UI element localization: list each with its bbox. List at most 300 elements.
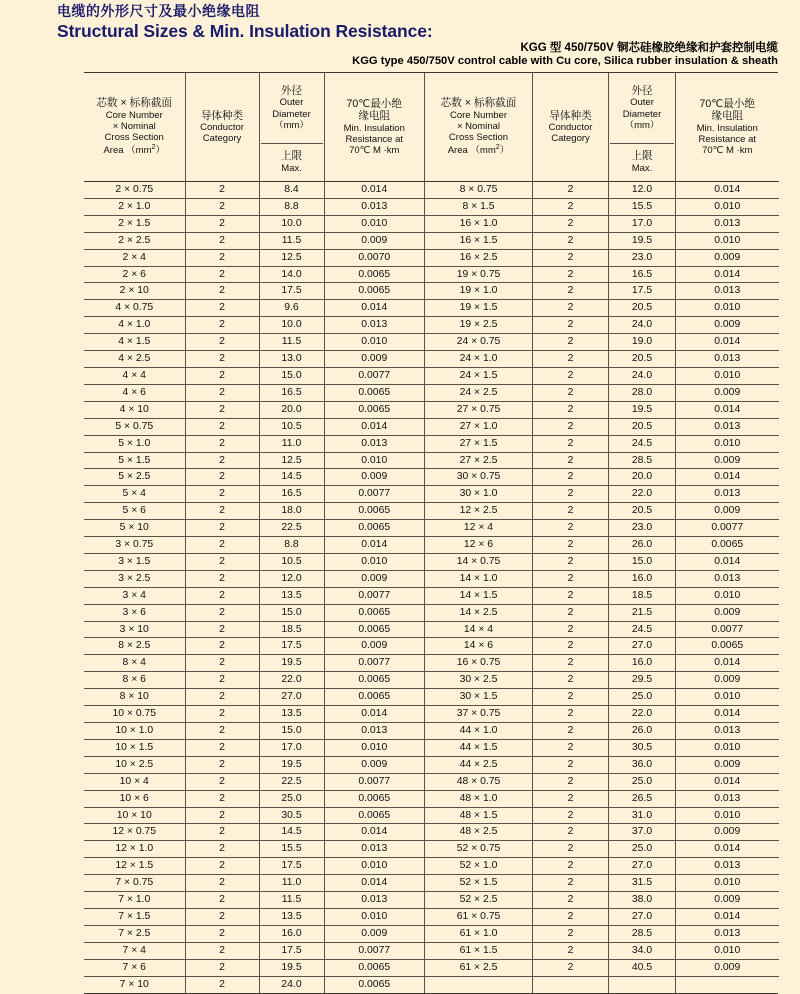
cell-conductor-category: 2 — [185, 317, 259, 334]
table-row — [425, 537, 779, 554]
header-resistance-en-3: 70℃ M ·km — [349, 145, 400, 157]
header-outer-diameter — [259, 73, 324, 182]
cell-insulation-resistance: 0.009 — [676, 452, 779, 469]
cell-conductor-category: 2 — [185, 367, 259, 384]
cell-insulation-resistance: 0.014 — [676, 401, 779, 418]
cell-conductor-category: 2 — [533, 587, 609, 604]
cell-outer-diameter: 12.0 — [609, 182, 676, 199]
cell-core-number: 4 × 1.0 — [84, 317, 185, 334]
header-diameter-en-1: Outer — [630, 97, 654, 109]
cell-outer-diameter: 14.5 — [259, 824, 324, 841]
table-row — [425, 215, 779, 232]
cell-conductor-category: 2 — [185, 773, 259, 790]
cell-conductor-category: 2 — [533, 418, 609, 435]
cell-outer-diameter: 24.5 — [609, 621, 676, 638]
table-row — [84, 892, 424, 909]
cell-insulation-resistance: 0.014 — [324, 537, 424, 554]
table-row — [425, 621, 779, 638]
cell-outer-diameter: 24.0 — [609, 367, 676, 384]
cell-conductor-category: 2 — [185, 503, 259, 520]
cell-conductor-category: 2 — [185, 198, 259, 215]
cell-outer-diameter: 24.0 — [609, 317, 676, 334]
cell-insulation-resistance: 0.0065 — [324, 266, 424, 283]
table-row — [425, 604, 779, 621]
header-core-en-2: × Nominal — [456, 120, 501, 132]
cell-conductor-category: 2 — [533, 807, 609, 824]
cell-conductor-category: 2 — [185, 401, 259, 418]
header-core-area-tail: ） — [499, 145, 510, 157]
header-core-number — [425, 73, 533, 182]
cell-conductor-category: 2 — [533, 790, 609, 807]
cell-conductor-category: 2 — [185, 976, 259, 992]
table-row — [425, 418, 779, 435]
cell-core-number: 3 × 2.5 — [84, 570, 185, 587]
cell-insulation-resistance: 0.009 — [324, 638, 424, 655]
table-row — [84, 689, 424, 706]
cell-insulation-resistance: 0.009 — [676, 672, 779, 689]
cell-insulation-resistance: 0.010 — [676, 300, 779, 317]
header-core-en-3: Cross Section — [104, 132, 164, 144]
cell-conductor-category: 2 — [533, 486, 609, 503]
cell-insulation-resistance: 0.014 — [676, 655, 779, 672]
cell-core-number: 14 × 1.5 — [425, 587, 533, 604]
cell-conductor-category: 2 — [185, 520, 259, 537]
cell-conductor-category: 2 — [533, 469, 609, 486]
cell-conductor-category: 2 — [185, 215, 259, 232]
cell-conductor-category: 2 — [185, 621, 259, 638]
cell-insulation-resistance: 0.014 — [676, 553, 779, 570]
cell-outer-diameter: 28.5 — [609, 452, 676, 469]
header-conductor-category — [533, 73, 609, 182]
cell-outer-diameter: 8.4 — [259, 182, 324, 199]
table-row — [84, 317, 424, 334]
table-row — [425, 198, 779, 215]
table-row — [84, 638, 424, 655]
header-diameter-cn: 外径 — [631, 84, 653, 97]
cell-core-number: 3 × 4 — [84, 587, 185, 604]
table-row — [425, 232, 779, 249]
cell-outer-diameter: 14.5 — [259, 469, 324, 486]
cell-conductor-category: 2 — [185, 858, 259, 875]
cell-conductor-category: 2 — [533, 317, 609, 334]
cell-insulation-resistance: 0.010 — [676, 807, 779, 824]
cell-outer-diameter: 16.5 — [259, 384, 324, 401]
cell-conductor-category: 2 — [185, 283, 259, 300]
table-row — [425, 300, 779, 317]
table-row — [84, 672, 424, 689]
header-conductor-en-2: Category — [551, 133, 590, 145]
table-row — [84, 215, 424, 232]
table-row — [84, 486, 424, 503]
cell-insulation-resistance: 0.010 — [324, 858, 424, 875]
header-diameter-cn: 外径 — [280, 84, 303, 97]
cell-insulation-resistance: 0.010 — [324, 334, 424, 351]
table-row — [425, 858, 779, 875]
cell-insulation-resistance: 0.009 — [676, 317, 779, 334]
table-row — [84, 959, 424, 976]
table-row — [425, 739, 779, 756]
cell-insulation-resistance: 0.0077 — [676, 520, 779, 537]
table-row — [425, 790, 779, 807]
table-row — [84, 469, 424, 486]
header-conductor-cn: 导体种类 — [549, 109, 592, 122]
table-row — [84, 807, 424, 824]
cell-conductor-category: 2 — [533, 570, 609, 587]
cell-insulation-resistance: 0.013 — [676, 858, 779, 875]
cell-core-number: 12 × 1.0 — [84, 841, 185, 858]
header-core-en-4 — [85, 143, 184, 156]
cell-outer-diameter: 12.0 — [259, 570, 324, 587]
cell-core-number: 7 × 4 — [84, 942, 185, 959]
cell-insulation-resistance: 0.014 — [676, 841, 779, 858]
table-row — [84, 401, 424, 418]
cell-core-number: 14 × 4 — [425, 621, 533, 638]
cell-conductor-category: 2 — [533, 942, 609, 959]
cell-insulation-resistance: 0.014 — [324, 706, 424, 723]
table-row — [425, 942, 779, 959]
cell-core-number: 44 × 1.5 — [425, 739, 533, 756]
table-row — [84, 452, 424, 469]
cell-insulation-resistance: 0.0065 — [324, 401, 424, 418]
table-header-row — [425, 73, 779, 182]
cell-outer-diameter: 17.0 — [259, 739, 324, 756]
cell-insulation-resistance: 0.013 — [324, 892, 424, 909]
table-row — [425, 570, 779, 587]
cell-insulation-resistance: 0.010 — [676, 739, 779, 756]
cell-outer-diameter: 17.5 — [609, 283, 676, 300]
table-row — [425, 908, 779, 925]
cell-core-number: 61 × 1.5 — [425, 942, 533, 959]
cell-insulation-resistance: 0.0065 — [324, 384, 424, 401]
cell-outer-diameter: 31.0 — [609, 807, 676, 824]
cell-core-number: 7 × 1.5 — [84, 908, 185, 925]
header-core-area-label: Area （mm — [447, 145, 496, 157]
cell-outer-diameter: 8.8 — [259, 198, 324, 215]
cell-conductor-category: 2 — [533, 638, 609, 655]
cell-insulation-resistance: 0.013 — [676, 283, 779, 300]
table-row — [425, 723, 779, 740]
cell-insulation-resistance: 0.010 — [676, 875, 779, 892]
header-outer-diameter — [609, 73, 676, 182]
cell-core-number: 5 × 6 — [84, 503, 185, 520]
cell-insulation-resistance: 0.013 — [676, 486, 779, 503]
cell-core-number: 7 × 6 — [84, 959, 185, 976]
cell-outer-diameter: 19.0 — [609, 334, 676, 351]
cell-conductor-category: 2 — [533, 537, 609, 554]
table-row — [84, 537, 424, 554]
cell-core-number: 24 × 0.75 — [425, 334, 533, 351]
cell-outer-diameter: 22.0 — [609, 486, 676, 503]
cell-core-number: 14 × 2.5 — [425, 604, 533, 621]
cell-conductor-category: 2 — [185, 638, 259, 655]
cell-insulation-resistance: 0.0065 — [324, 503, 424, 520]
cell-insulation-resistance: 0.0065 — [324, 672, 424, 689]
cell-insulation-resistance: 0.013 — [324, 435, 424, 452]
cell-conductor-category: 2 — [533, 908, 609, 925]
cell-conductor-category: 2 — [185, 672, 259, 689]
cell-outer-diameter: 38.0 — [609, 892, 676, 909]
cell-core-number: 5 × 2.5 — [84, 469, 185, 486]
cell-outer-diameter: 11.5 — [259, 892, 324, 909]
header-conductor-en-1: Conductor — [200, 122, 244, 134]
cell-core-number: 5 × 10 — [84, 520, 185, 537]
cell-conductor-category: 2 — [185, 841, 259, 858]
cell-conductor-category: 2 — [533, 367, 609, 384]
table-row — [84, 520, 424, 537]
table-row — [425, 334, 779, 351]
cell-outer-diameter: 16.5 — [609, 266, 676, 283]
subtitle-en: KGG type 450/750V control cable with Cu core, Silica rubber insulation & sheath — [352, 55, 778, 67]
cell-insulation-resistance: 0.010 — [324, 739, 424, 756]
cell-insulation-resistance: 0.0065 — [676, 537, 779, 554]
cell-conductor-category: 2 — [533, 756, 609, 773]
table-row — [425, 182, 779, 199]
header-diameter-split — [610, 75, 674, 179]
cell-insulation-resistance: 0.014 — [324, 418, 424, 435]
cell-outer-diameter: 27.0 — [609, 908, 676, 925]
header-core-en-1: Core Number — [449, 109, 508, 121]
cell-conductor-category: 2 — [533, 553, 609, 570]
table-row — [84, 841, 424, 858]
cell-insulation-resistance: 0.0065 — [324, 621, 424, 638]
header-core-en-1: Core Number — [105, 109, 163, 121]
cell-conductor-category: 2 — [533, 266, 609, 283]
cell-insulation-resistance: 0.013 — [324, 317, 424, 334]
cell-insulation-resistance: 0.010 — [676, 198, 779, 215]
table-row — [425, 638, 779, 655]
cell-insulation-resistance: 0.014 — [676, 182, 779, 199]
cell-core-number: 2 × 1.0 — [84, 198, 185, 215]
cell-outer-diameter: 23.0 — [609, 249, 676, 266]
cell-core-number: 16 × 1.5 — [425, 232, 533, 249]
cell-insulation-resistance: 0.013 — [676, 790, 779, 807]
cell-insulation-resistance: 0.009 — [324, 232, 424, 249]
header-conductor-en-1: Conductor — [548, 122, 593, 134]
table-row — [84, 655, 424, 672]
cell-outer-diameter: 11.5 — [259, 232, 324, 249]
cell-insulation-resistance: 0.010 — [676, 942, 779, 959]
cell-conductor-category: 2 — [185, 706, 259, 723]
header-diameter-top — [261, 75, 323, 144]
cell-outer-diameter: 12.5 — [259, 452, 324, 469]
cell-conductor-category: 2 — [533, 875, 609, 892]
cell-outer-diameter: 27.0 — [609, 858, 676, 875]
table-row — [84, 942, 424, 959]
cell-core-number: 10 × 1.5 — [84, 739, 185, 756]
table-row — [425, 925, 779, 942]
cell-conductor-category: 2 — [533, 215, 609, 232]
cell-conductor-category: 2 — [185, 892, 259, 909]
cell-insulation-resistance: 0.009 — [676, 959, 779, 976]
cell-insulation-resistance: 0.010 — [676, 435, 779, 452]
table-row — [425, 892, 779, 909]
cell-core-number: 48 × 0.75 — [425, 773, 533, 790]
header-core-area-label: Area （mm — [103, 145, 152, 157]
table-row — [84, 198, 424, 215]
cell-core-number: 61 × 1.0 — [425, 925, 533, 942]
cell-insulation-resistance: 0.013 — [676, 570, 779, 587]
cell-conductor-category: 2 — [533, 689, 609, 706]
table-row — [84, 367, 424, 384]
table-row — [84, 773, 424, 790]
cell-core-number: 30 × 2.5 — [425, 672, 533, 689]
cell-insulation-resistance: 0.013 — [676, 925, 779, 942]
table-row — [84, 621, 424, 638]
cell-outer-diameter: 30.5 — [259, 807, 324, 824]
cell-core-number: 3 × 6 — [84, 604, 185, 621]
cell-outer-diameter: 19.5 — [259, 756, 324, 773]
header-conductor-en-2: Category — [202, 133, 242, 145]
cell-core-number: 5 × 4 — [84, 486, 185, 503]
cell-core-number: 2 × 4 — [84, 249, 185, 266]
cell-outer-diameter: 19.5 — [609, 401, 676, 418]
cell-conductor-category: 2 — [185, 959, 259, 976]
header-resistance-cn-2: 缘电阻 — [358, 110, 391, 123]
table-row — [425, 503, 779, 520]
cell-insulation-resistance: 0.014 — [324, 875, 424, 892]
cell-core-number: 30 × 0.75 — [425, 469, 533, 486]
cell-conductor-category: 2 — [185, 249, 259, 266]
cell-insulation-resistance: 0.009 — [324, 469, 424, 486]
cell-outer-diameter: 12.5 — [259, 249, 324, 266]
table-row — [84, 858, 424, 875]
header-core-en-2: × Nominal — [112, 120, 156, 132]
table-row — [84, 503, 424, 520]
spec-table-right-body — [425, 182, 779, 993]
cell-insulation-resistance: 0.009 — [324, 756, 424, 773]
header-diameter-top — [610, 75, 674, 144]
cell-outer-diameter: 18.5 — [259, 621, 324, 638]
cell-insulation-resistance: 0.009 — [676, 503, 779, 520]
cell-outer-diameter: 17.5 — [259, 283, 324, 300]
header-core-area-tail: ） — [155, 145, 166, 157]
spec-table-left-body — [84, 182, 424, 993]
cell-conductor-category: 2 — [533, 232, 609, 249]
header-resistance-en-3: 70℃ M ·km — [702, 145, 753, 157]
table-row — [84, 790, 424, 807]
table-row — [425, 672, 779, 689]
cell-core-number: 5 × 1.5 — [84, 452, 185, 469]
cell-core-number: 48 × 1.5 — [425, 807, 533, 824]
cell-core-number: 27 × 2.5 — [425, 452, 533, 469]
cell-insulation-resistance: 0.010 — [676, 587, 779, 604]
cell-insulation-resistance: 0.0077 — [324, 486, 424, 503]
table-row — [84, 587, 424, 604]
cell-outer-diameter: 26.0 — [609, 723, 676, 740]
cell-core-number: 48 × 2.5 — [425, 824, 533, 841]
cell-outer-diameter: 20.5 — [609, 418, 676, 435]
cell-insulation-resistance: 0.010 — [324, 908, 424, 925]
cell-outer-diameter: 37.0 — [609, 824, 676, 841]
cell-insulation-resistance: 0.0065 — [324, 790, 424, 807]
table-row — [425, 875, 779, 892]
table-row — [84, 283, 424, 300]
cell-insulation-resistance: 0.009 — [676, 604, 779, 621]
table-row — [84, 553, 424, 570]
cell-insulation-resistance: 0.0070 — [324, 249, 424, 266]
cell-conductor-category: 2 — [185, 756, 259, 773]
cell-outer-diameter: 14.0 — [259, 266, 324, 283]
cell-conductor-category: 2 — [533, 300, 609, 317]
cell-outer-diameter: 18.5 — [609, 587, 676, 604]
cell-core-number: 4 × 10 — [84, 401, 185, 418]
header-diameter-en-3: （mm） — [624, 119, 660, 131]
cell-conductor-category: 2 — [185, 182, 259, 199]
spec-table-left — [84, 73, 424, 993]
cell-outer-diameter: 22.5 — [259, 520, 324, 537]
cell-core-number: 30 × 1.5 — [425, 689, 533, 706]
cell-core-number: 3 × 10 — [84, 621, 185, 638]
table-row — [425, 384, 779, 401]
cell-conductor-category: 2 — [533, 773, 609, 790]
cell-insulation-resistance: 0.009 — [676, 824, 779, 841]
cell-conductor-category — [533, 976, 609, 992]
cell-core-number: 14 × 1.0 — [425, 570, 533, 587]
cell-core-number: 16 × 2.5 — [425, 249, 533, 266]
cell-insulation-resistance: 0.0077 — [324, 942, 424, 959]
cell-core-number: 44 × 2.5 — [425, 756, 533, 773]
table-row — [84, 182, 424, 199]
cell-outer-diameter: 15.5 — [259, 841, 324, 858]
table-row — [425, 655, 779, 672]
cell-conductor-category: 2 — [185, 689, 259, 706]
cell-insulation-resistance: 0.010 — [324, 215, 424, 232]
cell-core-number: 44 × 1.0 — [425, 723, 533, 740]
header-resistance-en-1: Min. Insulation — [696, 122, 758, 134]
cell-core-number: 5 × 1.0 — [84, 435, 185, 452]
cell-conductor-category: 2 — [533, 824, 609, 841]
cell-conductor-category: 2 — [533, 959, 609, 976]
page-title-cn: 电缆的外形尺寸及最小绝缘电阻 — [57, 3, 260, 19]
cell-outer-diameter: 10.5 — [259, 553, 324, 570]
cell-insulation-resistance: 0.013 — [324, 723, 424, 740]
cell-conductor-category: 2 — [533, 841, 609, 858]
cell-outer-diameter: 11.0 — [259, 875, 324, 892]
cell-core-number: 19 × 2.5 — [425, 317, 533, 334]
cell-insulation-resistance: 0.009 — [324, 351, 424, 368]
page-title-en: Structural Sizes & Min. Insulation Resistance: — [57, 21, 433, 41]
cell-core-number: 4 × 4 — [84, 367, 185, 384]
cell-outer-diameter: 8.8 — [259, 537, 324, 554]
cell-core-number: 2 × 6 — [84, 266, 185, 283]
cell-core-number: 52 × 1.5 — [425, 875, 533, 892]
cell-core-number: 5 × 0.75 — [84, 418, 185, 435]
cell-outer-diameter: 15.0 — [259, 604, 324, 621]
table-row — [84, 334, 424, 351]
cell-core-number: 24 × 1.0 — [425, 351, 533, 368]
cell-core-number: 3 × 1.5 — [84, 553, 185, 570]
cell-conductor-category: 2 — [533, 182, 609, 199]
cell-outer-diameter: 17.5 — [259, 858, 324, 875]
header-conductor-cn: 导体种类 — [200, 109, 244, 122]
cell-conductor-category: 2 — [533, 706, 609, 723]
cell-conductor-category: 2 — [533, 351, 609, 368]
table-row — [425, 959, 779, 976]
cell-core-number: 24 × 2.5 — [425, 384, 533, 401]
cell-core-number: 16 × 0.75 — [425, 655, 533, 672]
cell-conductor-category: 2 — [185, 469, 259, 486]
cell-conductor-category: 2 — [185, 925, 259, 942]
table-row — [425, 266, 779, 283]
cell-conductor-category: 2 — [185, 908, 259, 925]
header-core-en-4 — [426, 143, 531, 156]
cell-core-number: 8 × 4 — [84, 655, 185, 672]
table-row — [425, 367, 779, 384]
cell-conductor-category: 2 — [185, 790, 259, 807]
cell-insulation-resistance: 0.013 — [324, 841, 424, 858]
cell-core-number: 16 × 1.0 — [425, 215, 533, 232]
header-diameter-en-3: （mm） — [274, 119, 309, 131]
